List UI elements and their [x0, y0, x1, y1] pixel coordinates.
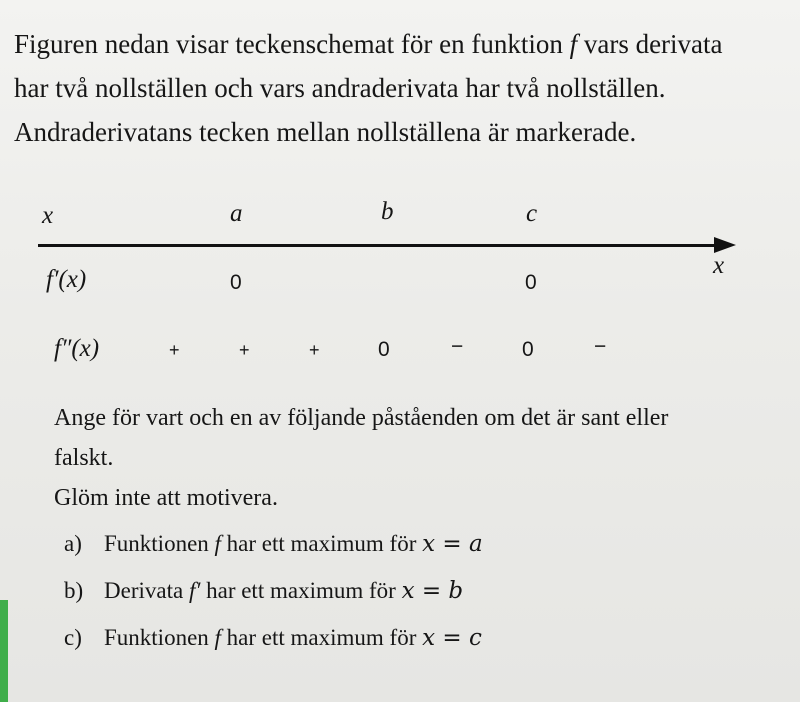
fsecond-sign-6: 0: [522, 338, 534, 361]
intro-line-3: Andraderivatans tecken mellan nollställena är markerade.: [14, 117, 637, 147]
sign-chart: [0, 180, 800, 380]
statement-a: [64, 524, 784, 571]
statement-text: har ett maximum för: [220, 531, 423, 556]
statement-letter: c): [64, 625, 82, 650]
task-line-3: Glöm inte att motivera.: [54, 485, 278, 511]
intro-line-2: har två nollställen och vars andraderivata har två nollställen.: [14, 73, 666, 103]
function-symbol: f: [214, 531, 221, 556]
fsecond-sign-2: +: [239, 340, 250, 360]
fsecond-sign-3: +: [309, 340, 320, 360]
statement-text: har ett maximum för: [200, 578, 402, 603]
statement-letter: a): [64, 531, 82, 556]
fsecond-sign-7: −: [594, 335, 607, 358]
statement-letter: b): [64, 578, 84, 603]
task-line-1: Ange för vart och en av följande påståenden om det är sant eller: [54, 405, 669, 431]
fsecond-sign-4: 0: [378, 338, 390, 361]
fsecond-label: f″(x): [54, 335, 100, 362]
statement-math: x = c: [422, 625, 482, 651]
fsecond-sign-5: −: [451, 335, 464, 358]
statement-math: x = b: [401, 578, 464, 604]
task-instructions: [54, 398, 794, 518]
statement-text: Funktionen: [104, 625, 215, 650]
number-line: [38, 244, 718, 247]
axis-x-label: x: [713, 252, 725, 279]
fprime-label: f′(x): [46, 266, 87, 293]
fsecond-sign-1: +: [169, 340, 180, 360]
statement-text: Derivata: [104, 578, 189, 603]
point-b-label: b: [381, 198, 394, 225]
function-symbol: f: [569, 29, 578, 59]
fprime-zero-a: 0: [230, 271, 242, 294]
intro-text: vars derivata: [577, 29, 723, 59]
function-symbol: f: [214, 625, 221, 650]
statement-text: har ett maximum för: [220, 625, 423, 650]
intro-paragraph: [14, 22, 800, 154]
fprime-zero-c: 0: [525, 271, 537, 294]
task-line-2: falskt.: [54, 445, 114, 471]
point-c-label: c: [526, 200, 538, 227]
intro-text: Figuren nedan visar teckenschemat för en funktion: [14, 29, 570, 59]
axis-arrowhead: [714, 237, 736, 253]
statement-math: x = a: [422, 531, 483, 557]
window-edge-strip: [0, 600, 8, 702]
statement-text: Funktionen: [104, 531, 215, 556]
function-symbol: f′: [188, 578, 201, 603]
point-a-label: a: [230, 200, 243, 227]
x-header-label: x: [42, 202, 54, 229]
statement-c: [64, 618, 784, 665]
statement-b: [64, 571, 784, 618]
intro-line-1: [14, 22, 800, 66]
statement-list: [64, 524, 784, 665]
